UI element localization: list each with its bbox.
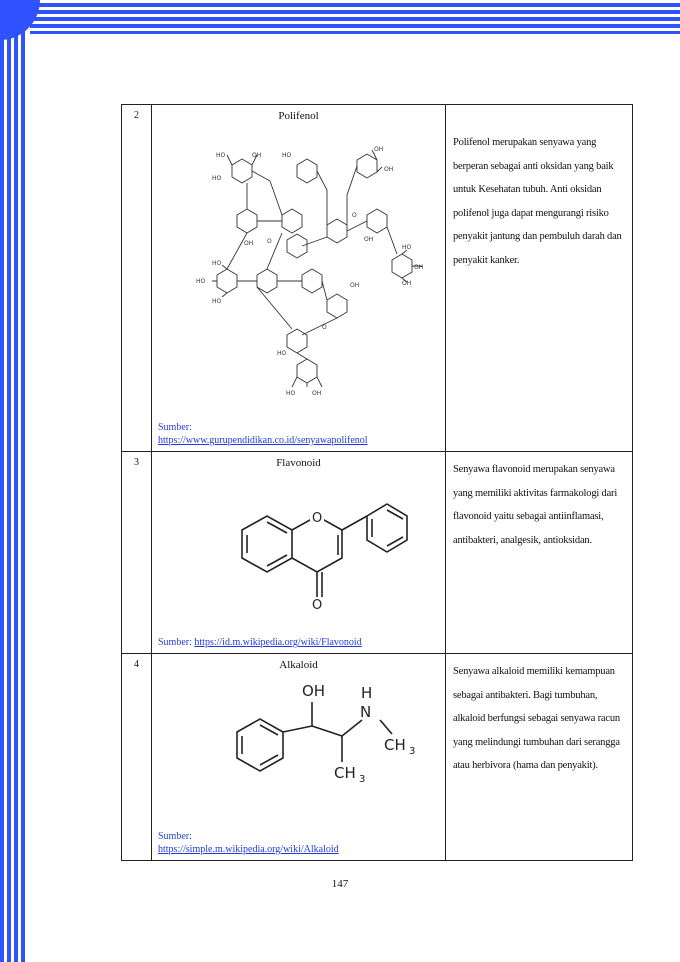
side-stripes [0,0,30,962]
page-number: 147 [331,878,349,890]
atom-label: OH [302,682,326,700]
svg-text:OH: OH [364,236,374,243]
row-number: 4 [122,654,152,861]
svg-text:HO: HO [402,244,412,251]
svg-text:HO: HO [212,260,222,267]
atom-label: CH [334,764,356,782]
header-stripes [0,0,680,40]
svg-text:HO: HO [212,298,222,305]
svg-text:HO: HO [196,278,206,285]
svg-text:OH: OH [312,390,322,397]
svg-text:HO: HO [212,175,222,182]
description-cell [446,452,633,654]
description-cell [446,105,633,452]
compound-description: Senyawa flavonoid merupakan senyawa yang memiliki aktivitas farmakologi dari flavonoid yaitu sebagai antiinflamasi, antibakteri, analgesik, antioksidan. [453,464,618,546]
compound-name: Flavonoid [276,457,321,469]
svg-text:OH: OH [402,280,412,287]
svg-text:O: O [352,212,357,219]
atom-label: CH [384,736,406,754]
compound-cell [152,654,446,861]
compound-cell [152,452,446,654]
source-citation [158,830,339,856]
table-row [122,105,633,452]
source-citation [158,421,368,447]
compound-description: Senyawa alkaloid memiliki kemampuan sebagai antibakteri. Bagi tumbuhan, alkaloid berfungsi sebagai senyawa racun yang melindungi tumbuhan dari serangga atau herbivora (hama dan penyakit). [453,666,620,771]
atom-subscript: 3 [409,746,416,757]
compound-name: Alkaloid [279,659,318,671]
table-row [122,654,633,861]
svg-text:HO: HO [216,152,226,159]
flavonoid-structure-icon [152,452,446,647]
svg-text:OH: OH [252,152,262,159]
svg-text:OH: OH [414,264,424,271]
description-cell [446,654,633,861]
svg-text:O: O [322,324,327,331]
source-link[interactable]: https://www.gurupendidikan.co.id/senyawapolifenol [158,435,368,446]
alkaloid-structure-icon [152,654,446,854]
svg-text:O: O [312,598,323,613]
svg-text:OH: OH [350,282,360,289]
svg-text:OH: OH [244,240,254,247]
svg-text:HO: HO [286,390,296,397]
table-row [122,452,633,654]
source-link[interactable]: https://simple.m.wikipedia.org/wiki/Alkaloid [158,844,339,855]
atom-label: H [361,684,373,702]
source-label: Sumber: [158,831,192,842]
svg-text:OH: OH [374,146,384,153]
atom-label: N [360,703,372,721]
compound-name: Polifenol [278,110,319,122]
source-citation [158,636,362,649]
svg-text:O: O [312,511,323,526]
compound-description: Polifenol merupakan senyawa yang berperan sebagai anti oksidan yang baik untuk Kesehatan tubuh. Anti oksidan polifenol juga dapat mengurangi risiko penyakit jantung dan pembuluh darah dan penyakit kanker. [453,137,622,266]
row-number: 2 [122,105,152,452]
svg-text:OH: OH [384,166,394,173]
source-label: Sumber: [158,422,192,433]
svg-text:HO: HO [277,350,287,357]
compound-table [121,104,633,861]
row-number: 3 [122,452,152,654]
compound-cell [152,105,446,452]
polifenol-structure-icon [152,105,446,425]
svg-text:O: O [267,238,272,245]
source-link[interactable]: https://id.m.wikipedia.org/wiki/Flavonoid [194,637,362,648]
atom-subscript: 3 [359,774,366,785]
svg-text:HO: HO [282,152,292,159]
source-label: Sumber: [158,637,192,648]
